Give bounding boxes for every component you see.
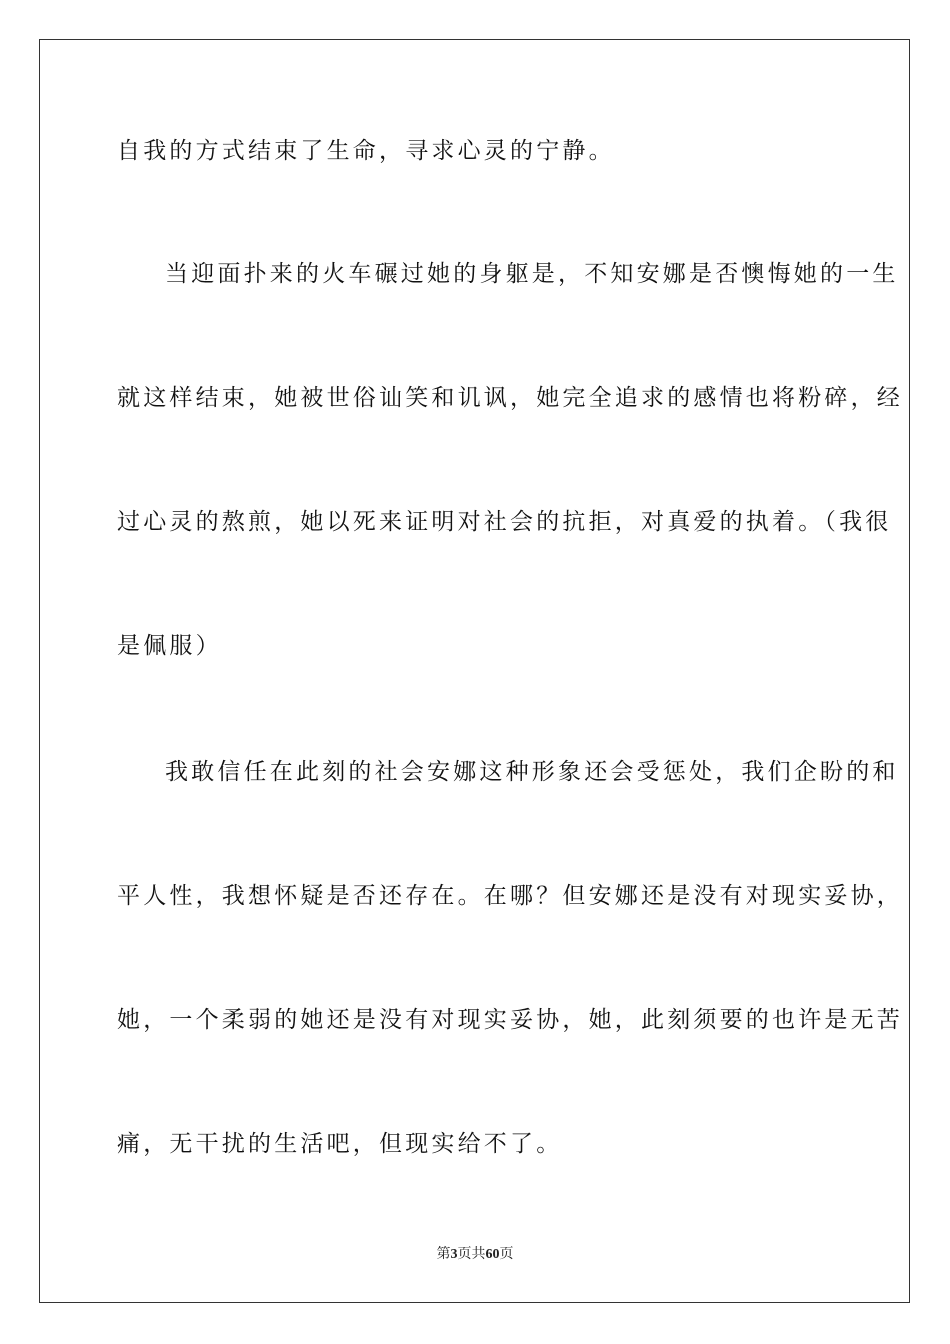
paragraph-2-line-3: 过心灵的熬煎，她以死来证明对社会的抗拒，对真爱的执着。（我很 xyxy=(117,509,892,535)
total-pages: 60 xyxy=(485,1247,500,1262)
total-suffix: 页 xyxy=(499,1246,514,1262)
paragraph-3-line-1: 我敢信任在此刻的社会安娜这种形象还会受惩处，我们企盼的和 xyxy=(165,759,899,785)
page-prefix: 第 xyxy=(436,1246,451,1262)
total-prefix: 共 xyxy=(471,1246,486,1262)
paragraph-3-line-4: 痛，无干扰的生活吧，但现实给不了。 xyxy=(117,1131,563,1157)
text-line-1: 自我的方式结束了生命，寻求心灵的宁静。 xyxy=(117,138,615,164)
paragraph-3-line-3: 她，一个柔弱的她还是没有对现实妥协，她，此刻须要的也许是无苦 xyxy=(117,1007,903,1033)
page-suffix: 页 xyxy=(457,1246,472,1262)
paragraph-2-line-2: 就这样结束，她被世俗讪笑和讥讽，她完全追求的感情也将粉碎，经 xyxy=(117,385,903,411)
page-number: 3 xyxy=(450,1247,458,1262)
page-footer xyxy=(0,1245,950,1264)
paragraph-3-line-2: 平人性，我想怀疑是否还存在。在哪？但安娜还是没有对现实妥协， xyxy=(117,883,903,909)
paragraph-2-line-1: 当迎面扑来的火车碾过她的身躯是，不知安娜是否懊悔她的一生 xyxy=(165,261,899,287)
paragraph-2-line-4: 是佩服） xyxy=(117,633,222,659)
page-border xyxy=(39,39,910,1303)
